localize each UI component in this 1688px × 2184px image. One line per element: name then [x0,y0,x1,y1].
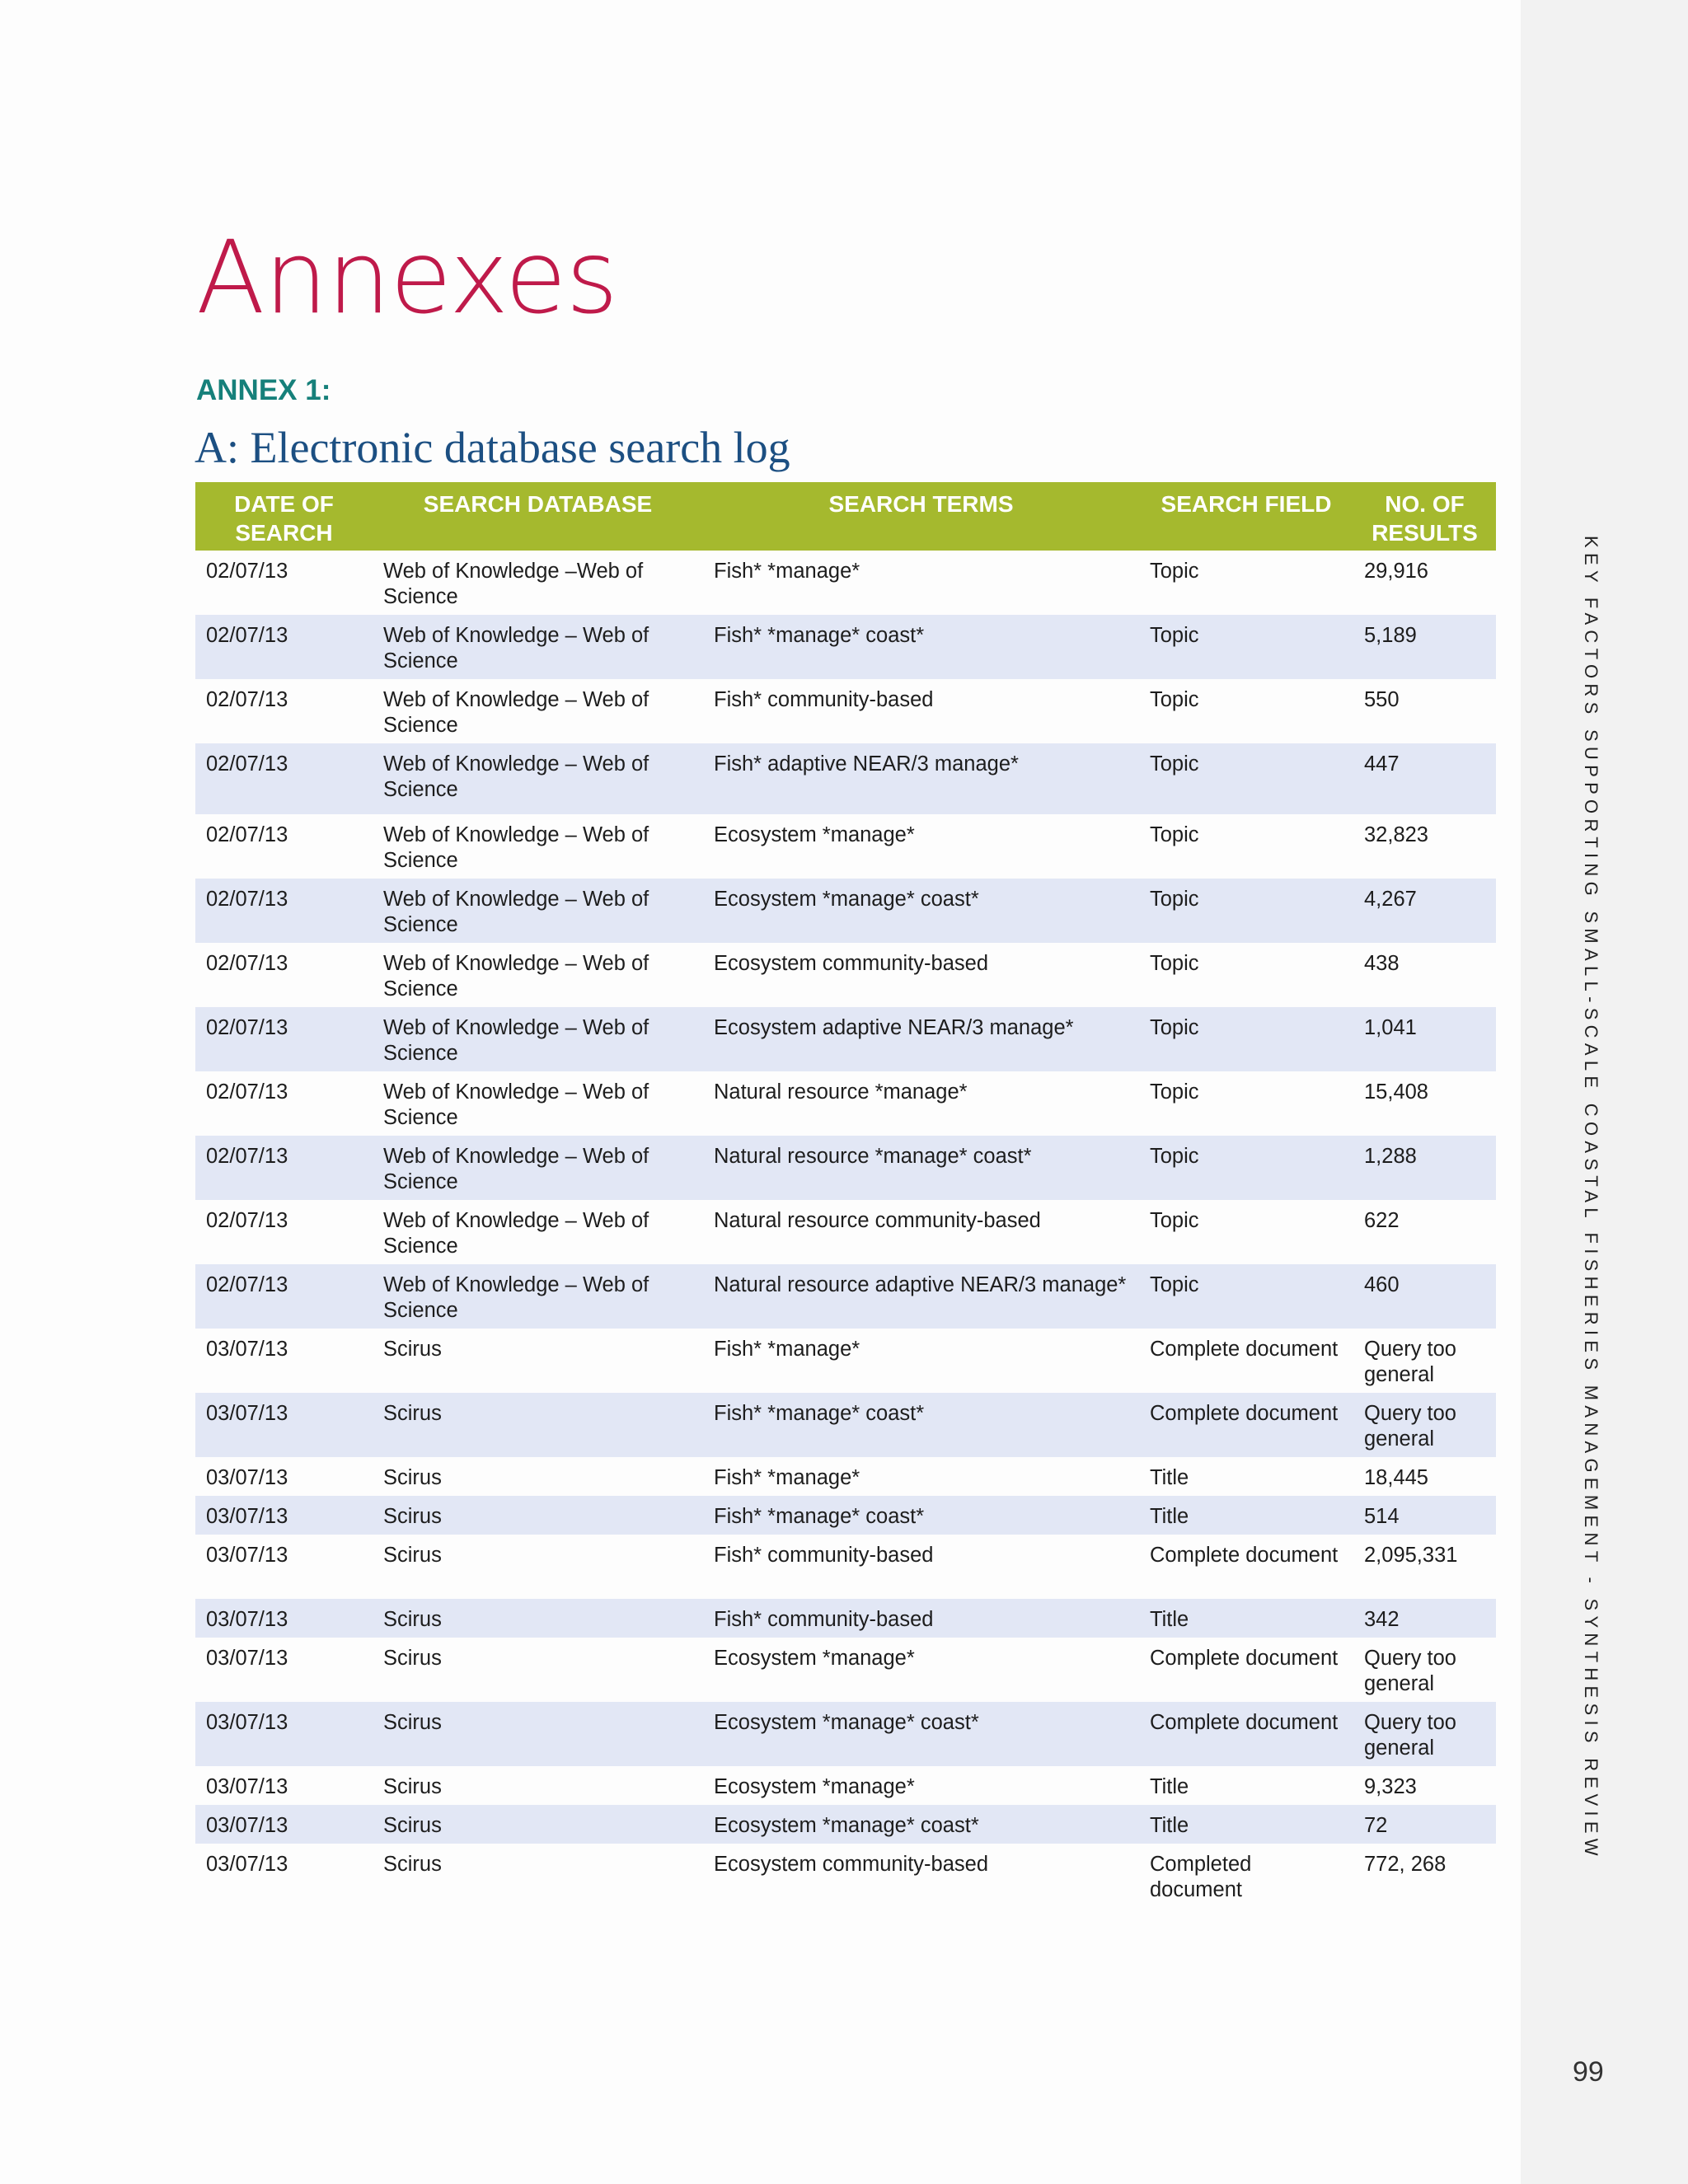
cell-terms: Ecosystem community-based [714,952,989,975]
table-header [195,482,1496,551]
cell-database: Web of Knowledge – Web of Science [383,624,649,673]
table-row [195,1329,1496,1393]
cell-field: Complete document [1150,1338,1339,1361]
cell-field: Topic [1150,1016,1199,1039]
cell-field: Completed document [1150,1853,1252,1901]
table-row [195,1535,1496,1599]
cell-field: Title [1150,1775,1189,1798]
cell-terms: Fish* *manage* coast* [714,1505,925,1528]
table-row [195,1136,1496,1200]
cell-database: Scirus [383,1338,442,1361]
cell-date: 02/07/13 [206,888,288,911]
cell-date: 02/07/13 [206,1273,288,1296]
cell-results: 9,323 [1364,1775,1417,1798]
cell-date: 03/07/13 [206,1505,288,1528]
cell-field: Topic [1150,560,1199,583]
table-row [195,615,1496,679]
page-title: Annexes [196,219,618,336]
cell-field: Title [1150,1814,1189,1837]
cell-date: 02/07/13 [206,560,288,583]
annex-label: ANNEX 1: [196,374,331,406]
cell-field: Complete document [1150,1402,1339,1425]
table-row [195,1071,1496,1136]
cell-field: Title [1150,1505,1189,1528]
table-row [195,943,1496,1007]
cell-database: Scirus [383,1647,442,1670]
cell-terms: Fish* community-based [714,1608,934,1631]
cell-field: Topic [1150,752,1199,776]
header-terms: SEARCH TERMS [828,491,1014,517]
cell-field: Topic [1150,1209,1199,1232]
cell-terms: Natural resource community-based [714,1209,1041,1232]
cell-results: 622 [1364,1209,1400,1232]
cell-database: Web of Knowledge – Web of Science [383,1145,649,1193]
cell-date: 03/07/13 [206,1402,288,1425]
cell-date: 02/07/13 [206,1080,288,1104]
header-database: SEARCH DATABASE [423,491,653,517]
cell-field: Topic [1150,688,1199,711]
cell-date: 03/07/13 [206,1544,288,1567]
search-log-table [195,482,1496,1908]
cell-results: 18,445 [1364,1466,1428,1489]
cell-field: Topic [1150,624,1199,647]
table-row [195,1702,1496,1766]
cell-date: 02/07/13 [206,1016,288,1039]
cell-results: 32,823 [1364,823,1428,846]
cell-date: 02/07/13 [206,1145,288,1168]
cell-field: Complete document [1150,1711,1339,1734]
cell-database: Scirus [383,1853,442,1876]
cell-date: 03/07/13 [206,1814,288,1837]
table-row [195,1264,1496,1329]
table-row [195,1007,1496,1071]
section-heading: A: Electronic database search log [195,423,790,472]
cell-terms: Ecosystem community-based [714,1853,989,1876]
cell-results: 15,408 [1364,1080,1428,1104]
header-row [195,482,1496,551]
table-row [195,1200,1496,1264]
cell-terms: Ecosystem *manage* [714,1775,915,1798]
cell-database: Web of Knowledge – Web of Science [383,1080,649,1129]
cell-results: 772, 268 [1364,1853,1447,1876]
cell-results: Query too general [1364,1647,1456,1695]
cell-terms: Natural resource adaptive NEAR/3 manage* [714,1273,1127,1296]
cell-terms: Ecosystem *manage* coast* [714,1711,979,1734]
cell-terms: Natural resource *manage* [714,1080,968,1104]
cell-terms: Fish* community-based [714,688,934,711]
cell-database: Web of Knowledge – Web of Science [383,823,649,872]
table-row [195,879,1496,943]
table-row [195,679,1496,743]
table-row [195,1844,1496,1908]
cell-terms: Fish* *manage* [714,1466,860,1489]
side-margin-strip [1521,0,1688,2184]
cell-terms: Ecosystem *manage* [714,823,915,846]
cell-results: 438 [1364,952,1400,975]
table-row [195,551,1496,615]
cell-date: 03/07/13 [206,1647,288,1670]
cell-date: 03/07/13 [206,1338,288,1361]
cell-results: 460 [1364,1273,1400,1296]
cell-database: Web of Knowledge – Web of Science [383,752,649,801]
running-title: KEY FACTORS SUPPORTING SMALL-SCALE COASTAL FISHERIES MANAGEMENT - SYNTHESIS REVIEW [1581,536,1601,1861]
cell-results: 514 [1364,1505,1400,1528]
cell-field: Title [1150,1466,1189,1489]
cell-results: 29,916 [1364,560,1428,583]
cell-terms: Fish* *manage* coast* [714,1402,925,1425]
cell-date: 03/07/13 [206,1853,288,1876]
cell-field: Title [1150,1608,1189,1631]
cell-results: Query too general [1364,1402,1456,1451]
table-row [195,1393,1496,1457]
cell-database: Scirus [383,1402,442,1425]
cell-results: Query too general [1364,1338,1456,1386]
cell-results: 447 [1364,752,1400,776]
cell-database: Web of Knowledge – Web of Science [383,952,649,1001]
cell-terms: Natural resource *manage* coast* [714,1145,1032,1168]
cell-results: 2,095,331 [1364,1544,1458,1567]
table-row [195,1805,1496,1844]
cell-date: 02/07/13 [206,688,288,711]
cell-database: Scirus [383,1505,442,1528]
cell-date: 02/07/13 [206,952,288,975]
cell-database: Web of Knowledge – Web of Science [383,688,649,737]
cell-terms: Ecosystem adaptive NEAR/3 manage* [714,1016,1074,1039]
cell-database: Scirus [383,1608,442,1631]
header-results: NO. OF RESULTS [1372,491,1478,546]
cell-database: Scirus [383,1775,442,1798]
cell-field: Topic [1150,1145,1199,1168]
cell-database: Web of Knowledge – Web of Science [383,1016,649,1065]
cell-database: Scirus [383,1544,442,1567]
table-row [195,1496,1496,1535]
page-number: 99 [1573,2056,1604,2088]
cell-field: Complete document [1150,1647,1339,1670]
cell-field: Topic [1150,1080,1199,1104]
cell-field: Complete document [1150,1544,1339,1567]
cell-date: 02/07/13 [206,624,288,647]
cell-results: 4,267 [1364,888,1417,911]
cell-results: 72 [1364,1814,1388,1837]
cell-date: 03/07/13 [206,1608,288,1631]
table-row [195,1457,1496,1496]
cell-results: Query too general [1364,1711,1456,1760]
cell-date: 03/07/13 [206,1466,288,1489]
cell-date: 02/07/13 [206,1209,288,1232]
cell-field: Topic [1150,823,1199,846]
cell-results: 5,189 [1364,624,1417,647]
header-field: SEARCH FIELD [1160,491,1332,517]
cell-terms: Ecosystem *manage* [714,1647,915,1670]
table-row [195,743,1496,814]
table-body [195,551,1496,1908]
cell-terms: Fish* *manage* coast* [714,624,925,647]
cell-results: 1,041 [1364,1016,1417,1039]
cell-terms: Ecosystem *manage* coast* [714,1814,979,1837]
cell-results: 342 [1364,1608,1400,1631]
cell-field: Topic [1150,888,1199,911]
cell-date: 02/07/13 [206,823,288,846]
cell-database: Web of Knowledge – Web of Science [383,1273,649,1322]
cell-date: 03/07/13 [206,1711,288,1734]
header-date: DATE OF SEARCH [234,491,334,546]
cell-database: Scirus [383,1711,442,1734]
cell-terms: Fish* *manage* [714,560,860,583]
cell-terms: Fish* community-based [714,1544,934,1567]
cell-field: Topic [1150,952,1199,975]
cell-database: Scirus [383,1466,442,1489]
cell-results: 550 [1364,688,1400,711]
cell-database: Scirus [383,1814,442,1837]
cell-date: 02/07/13 [206,752,288,776]
cell-terms: Fish* *manage* [714,1338,860,1361]
cell-terms: Fish* adaptive NEAR/3 manage* [714,752,1019,776]
table-row [195,814,1496,879]
table-row [195,1766,1496,1805]
cell-database: Web of Knowledge – Web of Science [383,1209,649,1258]
table-row [195,1599,1496,1638]
cell-terms: Ecosystem *manage* coast* [714,888,979,911]
cell-field: Topic [1150,1273,1199,1296]
cell-results: 1,288 [1364,1145,1417,1168]
cell-database: Web of Knowledge – Web of Science [383,888,649,936]
cell-date: 03/07/13 [206,1775,288,1798]
table-row [195,1638,1496,1702]
cell-database: Web of Knowledge –Web of Science [383,560,644,608]
